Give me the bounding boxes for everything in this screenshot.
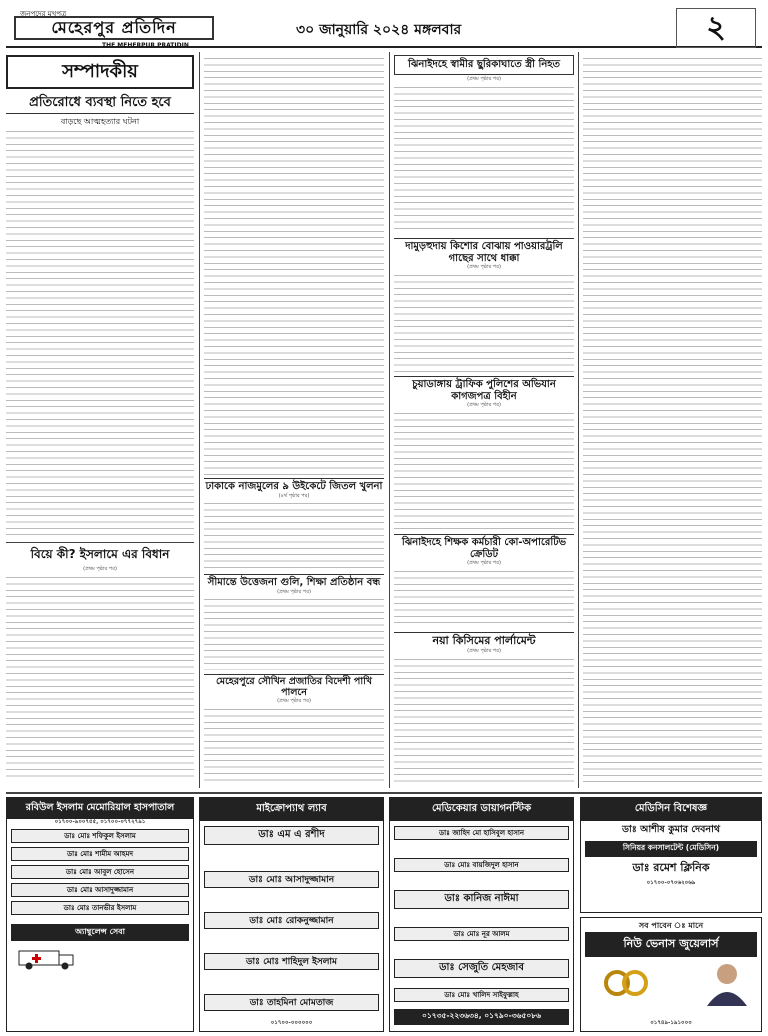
hospital-phones: ০১৭০০-৯০০৭৫৫, ০১৭০০-০৭৭২৭৯১ [54,819,146,825]
story-jump: (প্রথম পৃষ্ঠার পর) [467,76,501,82]
clinic-doctor: ডাঃ আশীষ কুমার দেবনাথ [621,824,720,835]
story-jump: (প্রথম পৃষ্ঠার পর) [467,402,501,408]
clinic-title: মেডিসিন বিশেষজ্ঞ [581,798,761,821]
jewellers-ad [580,917,762,1032]
column-rule [199,52,200,788]
story-jump: (প্রথম পৃষ্ঠার পর) [467,560,501,566]
doctor-name: ডাঃ মোঃ আবুল হোসেন [11,865,189,879]
micropath-phones: ০১৭০০-০০০০০০ [270,1020,313,1026]
col4-text [583,55,762,786]
doctor-name: ডাঃ জাহিদ মো হাসিবুল হাসান [394,826,569,840]
micropath-title: মাইক্রোপ্যাথ ল্যাব [200,798,383,821]
story-body [204,596,384,670]
ambulance-label: অ্যাম্বুলেন্স সেবা [11,924,189,941]
hospital-ad [6,797,194,1032]
doctor-name: ডাঃ তাহমিনা মোমতাজ [204,994,379,1011]
story-body [394,656,574,786]
doctor-name: ডাঃ মোঃ রোকনুজ্জামান [204,912,379,929]
story-headline: চুয়াডাঙ্গায় ট্রাফিক পুলিশের অভিযান কাগজপত্র বিহীন [394,376,574,402]
story-headline: নয়া কিসিমের পার্লামেন্ট [394,632,574,648]
col2-text-top [204,55,384,475]
story-headline: ঢাকাকে নাজমুলের ৯ উইকেটে জিতল খুলনা [204,478,384,493]
medicare-title: মেডিকেয়ার ডায়াগনস্টিক [390,798,573,821]
story-headline: মেহেরপুরে সৌখিন প্রজাতির বিদেশী পাখি পালনে [204,674,384,699]
medicare-phones: ০১৭৩৫-২২৩৬৩৪, ০১৭৯০-৩৬৫০৮৬ [394,1009,569,1025]
story-body [394,84,574,234]
story-jump: (প্রথম পৃষ্ঠার পর) [277,589,311,595]
doctor-name: ডাঃ মোঃ শামীম আহমদ [11,847,189,861]
story-jump: (৪র্থ পৃষ্ঠার পর) [278,493,310,499]
rings-icon [597,966,657,1000]
story-jump: (প্রথম পৃষ্ঠার পর) [277,698,311,704]
islam-body [6,574,194,782]
doctor-name: ডাঃ সেজুতি মেহজাব [394,959,569,978]
editorial-body [6,128,194,538]
issue-date: ৩০ জানুয়ারি ২০২৪ মঙ্গলবার [296,22,462,38]
person-photo-icon [703,960,751,1006]
editorial-section-title: সম্পাদকীয় [6,55,194,89]
doctor-name: ডাঃ মোঃ আসাদুজ্জামান [11,883,189,897]
story-headline: ঝিনাইদহে শিক্ষক কর্মচারী কো-অপারেটিভ ক্রেডিট [394,534,574,560]
story-body [394,272,574,372]
islam-jump: (প্রথম পৃষ্ঠার পর) [83,566,117,572]
story-headline: দামুড়হুদায় কিশোর বোঝায় পাওয়ারট্রলি গাছের সাথে ধাক্কা [394,238,574,264]
ambulance-icon [17,945,77,971]
story-body [204,706,384,786]
story-body [394,410,574,530]
doctor-name: ডাঃ মোঃ শাহিদুল ইসলাম [204,953,379,970]
story-body [394,568,574,628]
story-body [204,500,384,570]
doctor-name: ডাঃ কানিজ নাঈমা [394,890,569,909]
doctor-name: ডাঃ মোঃ শফিকুল ইসলাম [11,829,189,843]
editorial-subhead: বাড়ছে আত্মহত্যার ঘটনা [60,117,140,126]
story-jump: (প্রথম পৃষ্ঠার পর) [467,264,501,270]
masthead-tagline: জনপদের মুখপত্র [20,10,67,18]
islam-headline: বিয়ে কী? ইসলামে এর বিধান [30,547,170,561]
story-headline: ঝিনাইদহে স্বামীর ছুরিকাঘাতে স্ত্রী নিহত [394,55,574,75]
medicare-ad [389,797,574,1032]
clinic-position: সিনিয়র কনসালটেন্ট (মেডিসিন) [585,841,757,857]
story-headline: সীমান্তে উত্তেজনা গুলি, শিক্ষা প্রতিষ্ঠান বন্ধ [204,574,384,589]
jewellers-phones: ০১৭৪৯-১৯১০০০ [650,1020,692,1026]
clinic-phones: ০১৭০০-০৭০৬২০৬৯ [646,879,696,886]
column-rule [389,52,390,788]
doctor-name: ডাঃ মোঃ আসাদুজ্জামান [204,871,379,888]
doctor-name: ডাঃ মোঃ খালিদ সাইফুল্লাহ [394,988,569,1002]
doctor-name: ডাঃ মোঃ তানভীর ইসলাম [11,901,189,915]
editorial-headline: প্রতিরোধে ব্যবস্থা নিতে হবে [6,96,194,114]
paper-name: মেহেরপুর প্রতিদিন [14,16,214,40]
micropath-ad [199,797,384,1032]
ad-divider [6,792,762,794]
doctor-name: ডাঃ এম এ রশীদ [204,826,379,845]
jewellers-name: নিউ ভেনাস জুয়েলার্স [585,932,757,957]
clinic-name: ডাঃ রমেশ ক্লিনিক [632,860,710,874]
divider [6,542,194,543]
doctor-name: ডাঃ মোঃ বায়জিদুল হাসান [394,858,569,872]
hospital-title: রবিউল ইসলাম মেমোরিয়াল হাসপাতাল [7,798,193,819]
masthead [6,4,762,48]
page-number: ২ [676,8,756,48]
jewellers-tagline: সব পাবেন ঃ মানে [638,921,704,930]
doctor-name: ডাঃ মোঃ নূর আলম [394,927,569,941]
story-jump: (প্রথম পৃষ্ঠার পর) [467,648,501,654]
clinic-ad [580,797,762,913]
column-rule [578,52,579,788]
paper-subname: THE MEHERPUR PRATIDIN [102,42,189,49]
